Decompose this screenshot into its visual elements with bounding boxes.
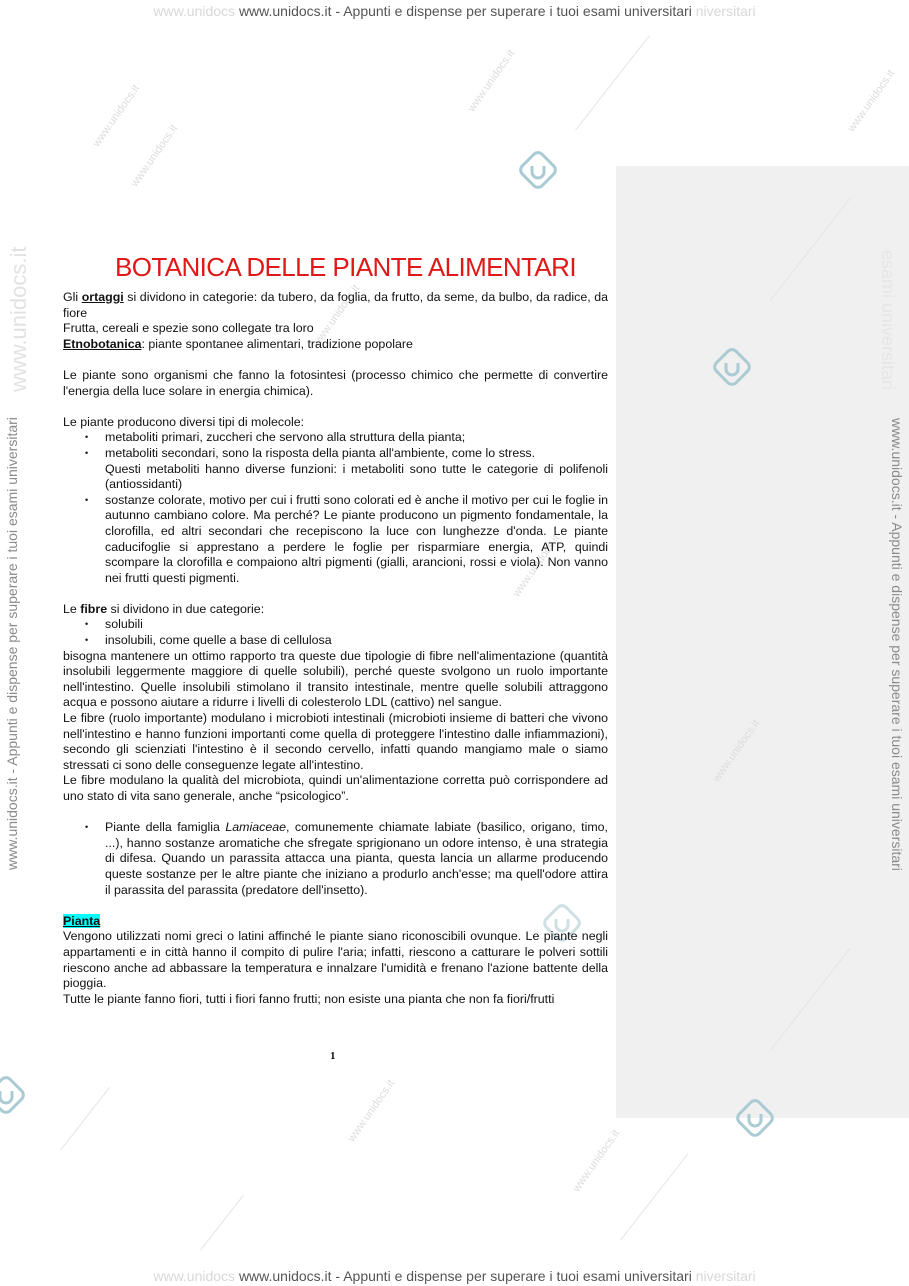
paragraph-ortaggi bbox=[63, 290, 608, 321]
list-item: • solubili bbox=[105, 617, 608, 633]
term-etnobotanica: Etnobotanica bbox=[63, 336, 142, 351]
paragraph-molecole: Le piante producono diversi tipi di molecole: bbox=[63, 414, 305, 429]
list-item: • metaboliti primari, zuccheri che servono alla struttura della pianta; bbox=[105, 430, 608, 446]
banner-ghost-left: www.unidocs bbox=[153, 1268, 236, 1284]
watermark-line bbox=[620, 1153, 689, 1240]
text-span: si dividono in due categorie: bbox=[107, 601, 265, 616]
banner-ghost-right: niversitari bbox=[695, 1268, 756, 1284]
section-heading-pianta bbox=[63, 914, 608, 930]
molecules-note: Questi metaboliti hanno diverse funzioni: i metaboliti sono tutte le categorie di polifenoli (antiossidanti) bbox=[105, 461, 608, 492]
paragraph-fotosintesi: Le piante sono organismi che fanno la fotosintesi (processo chimico che permette di convertire l'energia della luce solare in energia chimica). bbox=[63, 367, 608, 398]
text-span: Le bbox=[63, 601, 81, 616]
paragraph-fibre-intro bbox=[63, 602, 608, 618]
left-ghost-watermark: www.unidocs.it bbox=[6, 246, 31, 392]
banner-ghost-left: www.unidocs bbox=[153, 3, 236, 19]
unidocs-logo-icon bbox=[712, 347, 752, 387]
document-title: BOTANICA DELLE PIANTE ALIMENTARI bbox=[115, 252, 576, 282]
molecules-list bbox=[63, 430, 608, 461]
paragraph-fiori: Tutte le piante fanno fiori, tutti i fiori fanno frutti; non esiste una pianta che non fa fiori/frutti bbox=[63, 991, 555, 1006]
text-span: Gli bbox=[63, 290, 82, 304]
unidocs-logo-icon bbox=[735, 1098, 775, 1138]
page-number: 1 bbox=[330, 1050, 336, 1062]
side-margin-panel bbox=[616, 166, 909, 1118]
list-item: • sostanze colorate, motivo per cui i frutti sono colorati ed è anche il motivo per cui le foglie in autunno cambiano colore. Ma perché? Le piante producono un pigmento fondamentale, la clorofilla, ed altri secondari che recepiscono la luce con lunghezze d'onda. Le piante caducifoglie si apprestano a perdere le foglie per risparmiare energia, ATP, quindi scompare la clorofilla e compaiono altri pigmenti (gialli, arancioni, rossi e viola). Non vanno nei frutti questi pigmenti. bbox=[105, 493, 608, 587]
list-item bbox=[105, 820, 608, 898]
watermark-line bbox=[200, 1195, 244, 1251]
paragraph-rapporto-fibre: bisogna mantenere un ottimo rapporto tra queste due tipologie di fibre nell'alimentazione (quantità insolubili leggermente maggiore di quelle solubili), perché queste svolgono un ruolo importante nell'intestino. Quelle insolubili stimolano il transito intestinale, mentre quelle solubili attraggono acqua e possono aiutare a ridurre i livelli di colesterolo LDL (cattivo) nel sangue. bbox=[63, 648, 608, 710]
list-item: • insolubili, come quelle a base di cellulosa bbox=[105, 633, 608, 649]
diagonal-watermark: www.unidocs.it bbox=[465, 47, 518, 115]
heading-pianta: Pianta bbox=[63, 913, 101, 928]
left-vertical-watermark: www.unidocs.it - Appunti e dispense per superare i tuoi esami universitari bbox=[4, 417, 20, 870]
paragraph-etnobotanica bbox=[63, 337, 608, 353]
fibre-list bbox=[63, 617, 608, 648]
paragraph-microbioti: Le fibre (ruolo importante) modulano i microbioti intestinali (microbioti insieme di batteri che vivono nell'intestino e hanno funzioni importanti come quella di proteggere l'intestino dalle infiammazioni), secondo gli scienziati l'intestino è il secondo cervello, infatti quando mangiamo male o siamo stressati ci sono delle conseguenze legate all'intestino. bbox=[63, 711, 608, 772]
watermark-line bbox=[575, 35, 650, 130]
banner-text: www.unidocs.it - Appunti e dispense per superare i tuoi esami universitari bbox=[238, 3, 692, 19]
term-lamiaceae: Lamiaceae bbox=[225, 820, 286, 835]
document-body bbox=[63, 250, 608, 1007]
term-fibre: fibre bbox=[80, 601, 108, 616]
diagonal-watermark: www.unidocs.it bbox=[128, 122, 181, 190]
diagonal-watermark: www.unidocs.it bbox=[510, 532, 563, 600]
diagonal-watermark: www.unidocs.it bbox=[710, 717, 763, 785]
paragraph-microbiota: Le fibre modulano la qualità del microbiota, quindi un'alimentazione corretta può corrispondere ad uno stato di vita sano generale, anche “psicologico”. bbox=[63, 773, 608, 803]
text-span: si dividono in categorie: da tubero, da foglia, da frutto, da seme, da bulbo, da radice, da fiore bbox=[63, 290, 608, 320]
text-span: Piante della famiglia bbox=[105, 820, 226, 835]
text-span: : piante spontanee alimentari, tradizione popolare bbox=[141, 336, 413, 351]
diagonal-watermark: www.unidocs.it bbox=[570, 1127, 623, 1195]
unidocs-logo-icon bbox=[518, 150, 558, 190]
diagonal-watermark: www.unidocs.it bbox=[845, 67, 898, 135]
paragraph-nomi: Vengono utilizzati nomi greci o latini affinché le piante siano riconoscibili ovunque. Le piante negli appartamenti e in città hanno il compito di pulire l'aria; infatti, riescono a catturare le polveri sottili riescono anche ad abbassare la temperatura e innalzare l'umidità e frenano l'azione battente della pioggia. bbox=[63, 929, 608, 991]
banner-ghost-right: niversitari bbox=[695, 3, 756, 19]
diagonal-watermark: www.unidocs.it bbox=[310, 282, 363, 350]
list-item: • metaboliti secondari, sono la risposta della pianta all'ambiente, come lo stress. bbox=[105, 446, 608, 462]
unidocs-logo-icon bbox=[0, 1075, 26, 1115]
diagonal-watermark: www.unidocs.it bbox=[345, 1077, 398, 1145]
top-watermark-banner bbox=[0, 3, 909, 19]
right-ghost-watermark: esami universitari bbox=[878, 250, 898, 391]
text-span: , comunemente chiamate labiate (basilico, origano, timo, ...), hanno sostanze aromatiche che sfregate sprigionano un odore intenso, è una strategia di difesa. Quando un parassita attacca una pianta, questa lancia un allarme producendo queste sostanze per le altre piante che iniziano a produrlo anch'esse; ma quell'odore attira il parassita del parassita (predatore dell'insetto). bbox=[105, 820, 608, 897]
term-ortaggi: ortaggi bbox=[81, 290, 124, 304]
watermark-line bbox=[60, 1087, 110, 1151]
molecules-list-continued bbox=[63, 493, 608, 587]
diagonal-watermark: www.unidocs.it bbox=[90, 82, 143, 150]
paragraph-frutta: Frutta, cereali e spezie sono collegate tra loro bbox=[63, 321, 314, 336]
right-vertical-watermark: www.unidocs.it - Appunti e dispense per superare i tuoi esami universitari bbox=[889, 418, 905, 871]
lamiaceae-list bbox=[63, 820, 608, 898]
banner-text: www.unidocs.it - Appunti e dispense per superare i tuoi esami universitari bbox=[238, 1268, 692, 1284]
bottom-watermark-banner bbox=[0, 1268, 909, 1284]
